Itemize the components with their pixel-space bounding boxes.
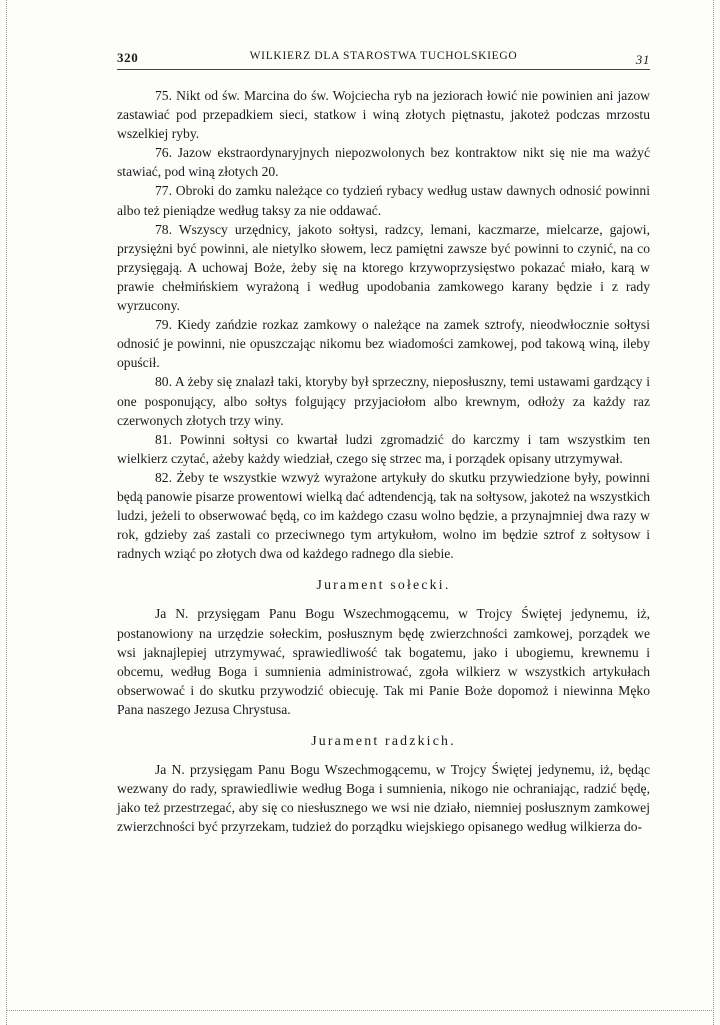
oath-text-soltys: Ja N. przysięgam Panu Bogu Wszechmogącemu, w Trojcy Świętej jedynemu, iż, postanowiony na urzędzie sołeckim, posłusznym będę zwierzchności zamkowej, porządek we wsi jaknajlepiej utrzymywać, sprawiedliwość tak bogatemu, jako i ubogiemu, krewnemu i obcemu, według Boga i sumnienia administrować, zgoła wilkierz w wszystkich artykułach obserwować i do skutku przywodzić obiecuję. Tak mi Panie Boże dopomoż i niewinna Męko Pana naszego Jezusa Chrystusa. xyxy=(117,606,650,717)
scan-edge-left xyxy=(6,0,7,1025)
article-78 xyxy=(117,220,650,315)
oath-text-radzcy: Ja N. przysięgam Panu Bogu Wszechmogącemu, w Trojcy Świętej jedynemu, iż, będąc wezwany do rady, sprawiedliwie według Boga i sumnienia, nikogo nie ochraniając, radzić będę, jako też przestrzegać, aby się co niesłusznego we wsi nie działo, niemniej posłusznym zamkowej zwierzchności być przyrzekam, tudzież do porządku wiejskiego opisanego według wilkierza do- xyxy=(117,762,650,835)
article-text: A żeby się znalazł taki, ktoryby był sprzeczny, nieposłuszny, temi ustawami gardzący i one posponujący, albo sołtys folgujący przyjaciołom albo krewnym, odłoży za każdy raz czerwonych złotych trzy winy. xyxy=(117,374,650,428)
article-81 xyxy=(117,430,650,468)
article-79 xyxy=(117,315,650,372)
article-75 xyxy=(117,86,650,143)
article-number: 82. xyxy=(155,469,172,485)
body-text xyxy=(117,86,650,836)
header-rule xyxy=(117,69,650,70)
article-77 xyxy=(117,181,650,219)
article-number: 78. xyxy=(155,221,172,237)
article-text: Nikt od św. Marcina do św. Wojciecha ryb na jeziorach łowić nie powinien ani jazow zastawiać pod przepadkiem sieci, statkow i winą złotych piętnastu, jakoteż podczas mrzostu wszelkiej ryby. xyxy=(117,88,650,142)
article-number: 81. xyxy=(155,431,172,447)
article-number: 77. xyxy=(155,183,172,199)
scan-edge-right xyxy=(713,0,714,1025)
oath-heading-radzcy: Jurament radzkich. xyxy=(311,733,456,748)
article-text: Żeby te wszystkie wzwyż wyrażone artykuły do skutku przywiedzione były, powinni będą panowie pisarze prowentowi wielką dać adtendencją, tak na sołtysow, jakoteż na wszystkich ludzi, jeżeli to obserwować będą, co im każdego czasu wolno będzie, a przynajmniej dwa razy w rok, gdzieby zaś zastali co przeciwnego tym artykułom, wolno im będzie sztrof z sołtysow i radnych wziąć po złotych dwa od każdego radnego dla siebie. xyxy=(117,469,650,562)
page-number: 320 xyxy=(117,50,139,65)
article-number: 75. xyxy=(155,88,172,103)
article-text: Wszyscy urzędnicy, jakoto sołtysi, radzcy, lemani, kaczmarze, mielcarze, gajowi, przysiężni być powinni, ale nietylko słowem, lecz pamiętni zawsze być powinni to czynić, na co przysięgają. A uchowaj Boże, żeby się na ktorego krzywoprzysięstwo pokazać miało, karą w prawie chełmińskiem wyrażoną i według upodobania zamkowego karany będzie i z rady wyrzucony. xyxy=(117,221,650,314)
article-number: 79. xyxy=(155,317,172,333)
article-text: Jazow ekstraordynaryjnych niepozwolonych bez kontraktow nikt się nie ma ważyć stawiać, pod winą złotych 20. xyxy=(117,145,650,180)
article-number: 76. xyxy=(155,145,172,161)
scan-edge-bottom xyxy=(6,1010,714,1011)
article-text: Kiedy zańdzie rozkaz zamkowy o należące na zamek sztrofy, nieodwłocznie sołtysi odnosić je powinni, nie opuszczając nikomu bez wiadomości zamkowej, pod takową winą, ileby opuścił. xyxy=(117,317,651,371)
article-text: Obroki do zamku należące co tydzień rybacy według ustaw dawnych odnosić powinni albo też pieniądze według taksy za nie oddawać. xyxy=(117,183,650,218)
article-80 xyxy=(117,372,650,429)
page-header xyxy=(117,50,650,70)
article-82 xyxy=(117,468,650,563)
oath-heading-soltys: Jurament sołecki. xyxy=(316,577,451,593)
article-text: Powinni sołtysi co kwartał ludzi zgromadzić do karczmy i tam wszystkim ten wielkierz czytać, ażeby każdy wiedział, czego się strzec ma, i porządek opisany utrzymywał. xyxy=(117,431,650,466)
original-page-number: 31 xyxy=(635,52,650,67)
article-76 xyxy=(117,143,650,181)
article-number: 80. xyxy=(155,374,172,390)
running-title: WILKIERZ DLA STAROSTWA TUCHOLSKIEGO xyxy=(249,50,518,62)
